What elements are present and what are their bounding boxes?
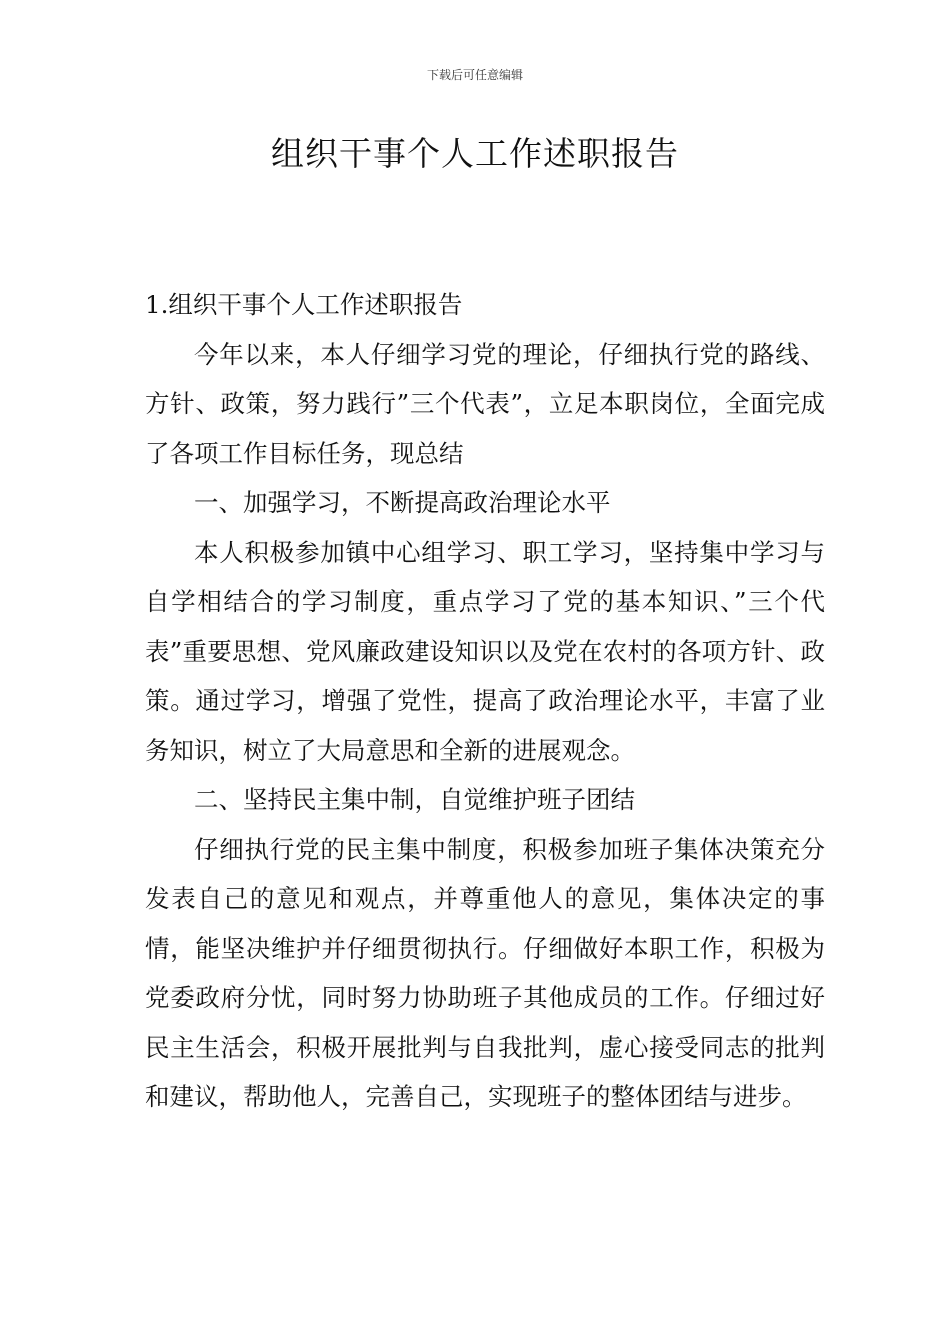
section-heading-2: 二、坚持民主集中制，自觉维护班子团结 [194,785,635,814]
section-heading-1: 一、加强学习，不断提高政治理论水平 [194,488,611,517]
paragraph-democracy: 仔细执行党的民主集中制度，积极参加班子集体决策充分发表自己的意见和观点，并尊重他人的意见，集体决定的事情，能坚决维护并仔细贯彻执行。仔细做好本职工作，积极为党委政府分忧，同时努力协助班子其他成员的工作。仔细过好民主生活会，积极开展批判与自我批判，虚心接受同志的批判和建议，帮助他人，完善自己，实现班子的整体团结与进步。 [145,834,825,1111]
document-title: 组织干事个人工作述职报告 [271,134,679,173]
paragraph-study: 本人积极参加镇中心组学习、职工学习，坚持集中学习与自学相结合的学习制度，重点学习了党的基本知识、”三个代表”重要思想、党风廉政建设知识以及党在农村的各项方针、政策。通过学习，增强了党性，提高了政治理论水平，丰富了业务知识，树立了大局意思和全新的进展观念。 [145,537,825,765]
paragraph-intro: 今年以来，本人仔细学习党的理论，仔细执行党的路线、方针、政策，努力践行”三个代表”，立足本职岗位，全面完成了各项工作目标任务，现总结 [145,339,825,468]
section-heading: 1.组织干事个人工作述职报告 [145,290,463,319]
document-body [145,280,825,1122]
header-note: 下载后可任意编辑 [426,68,523,82]
